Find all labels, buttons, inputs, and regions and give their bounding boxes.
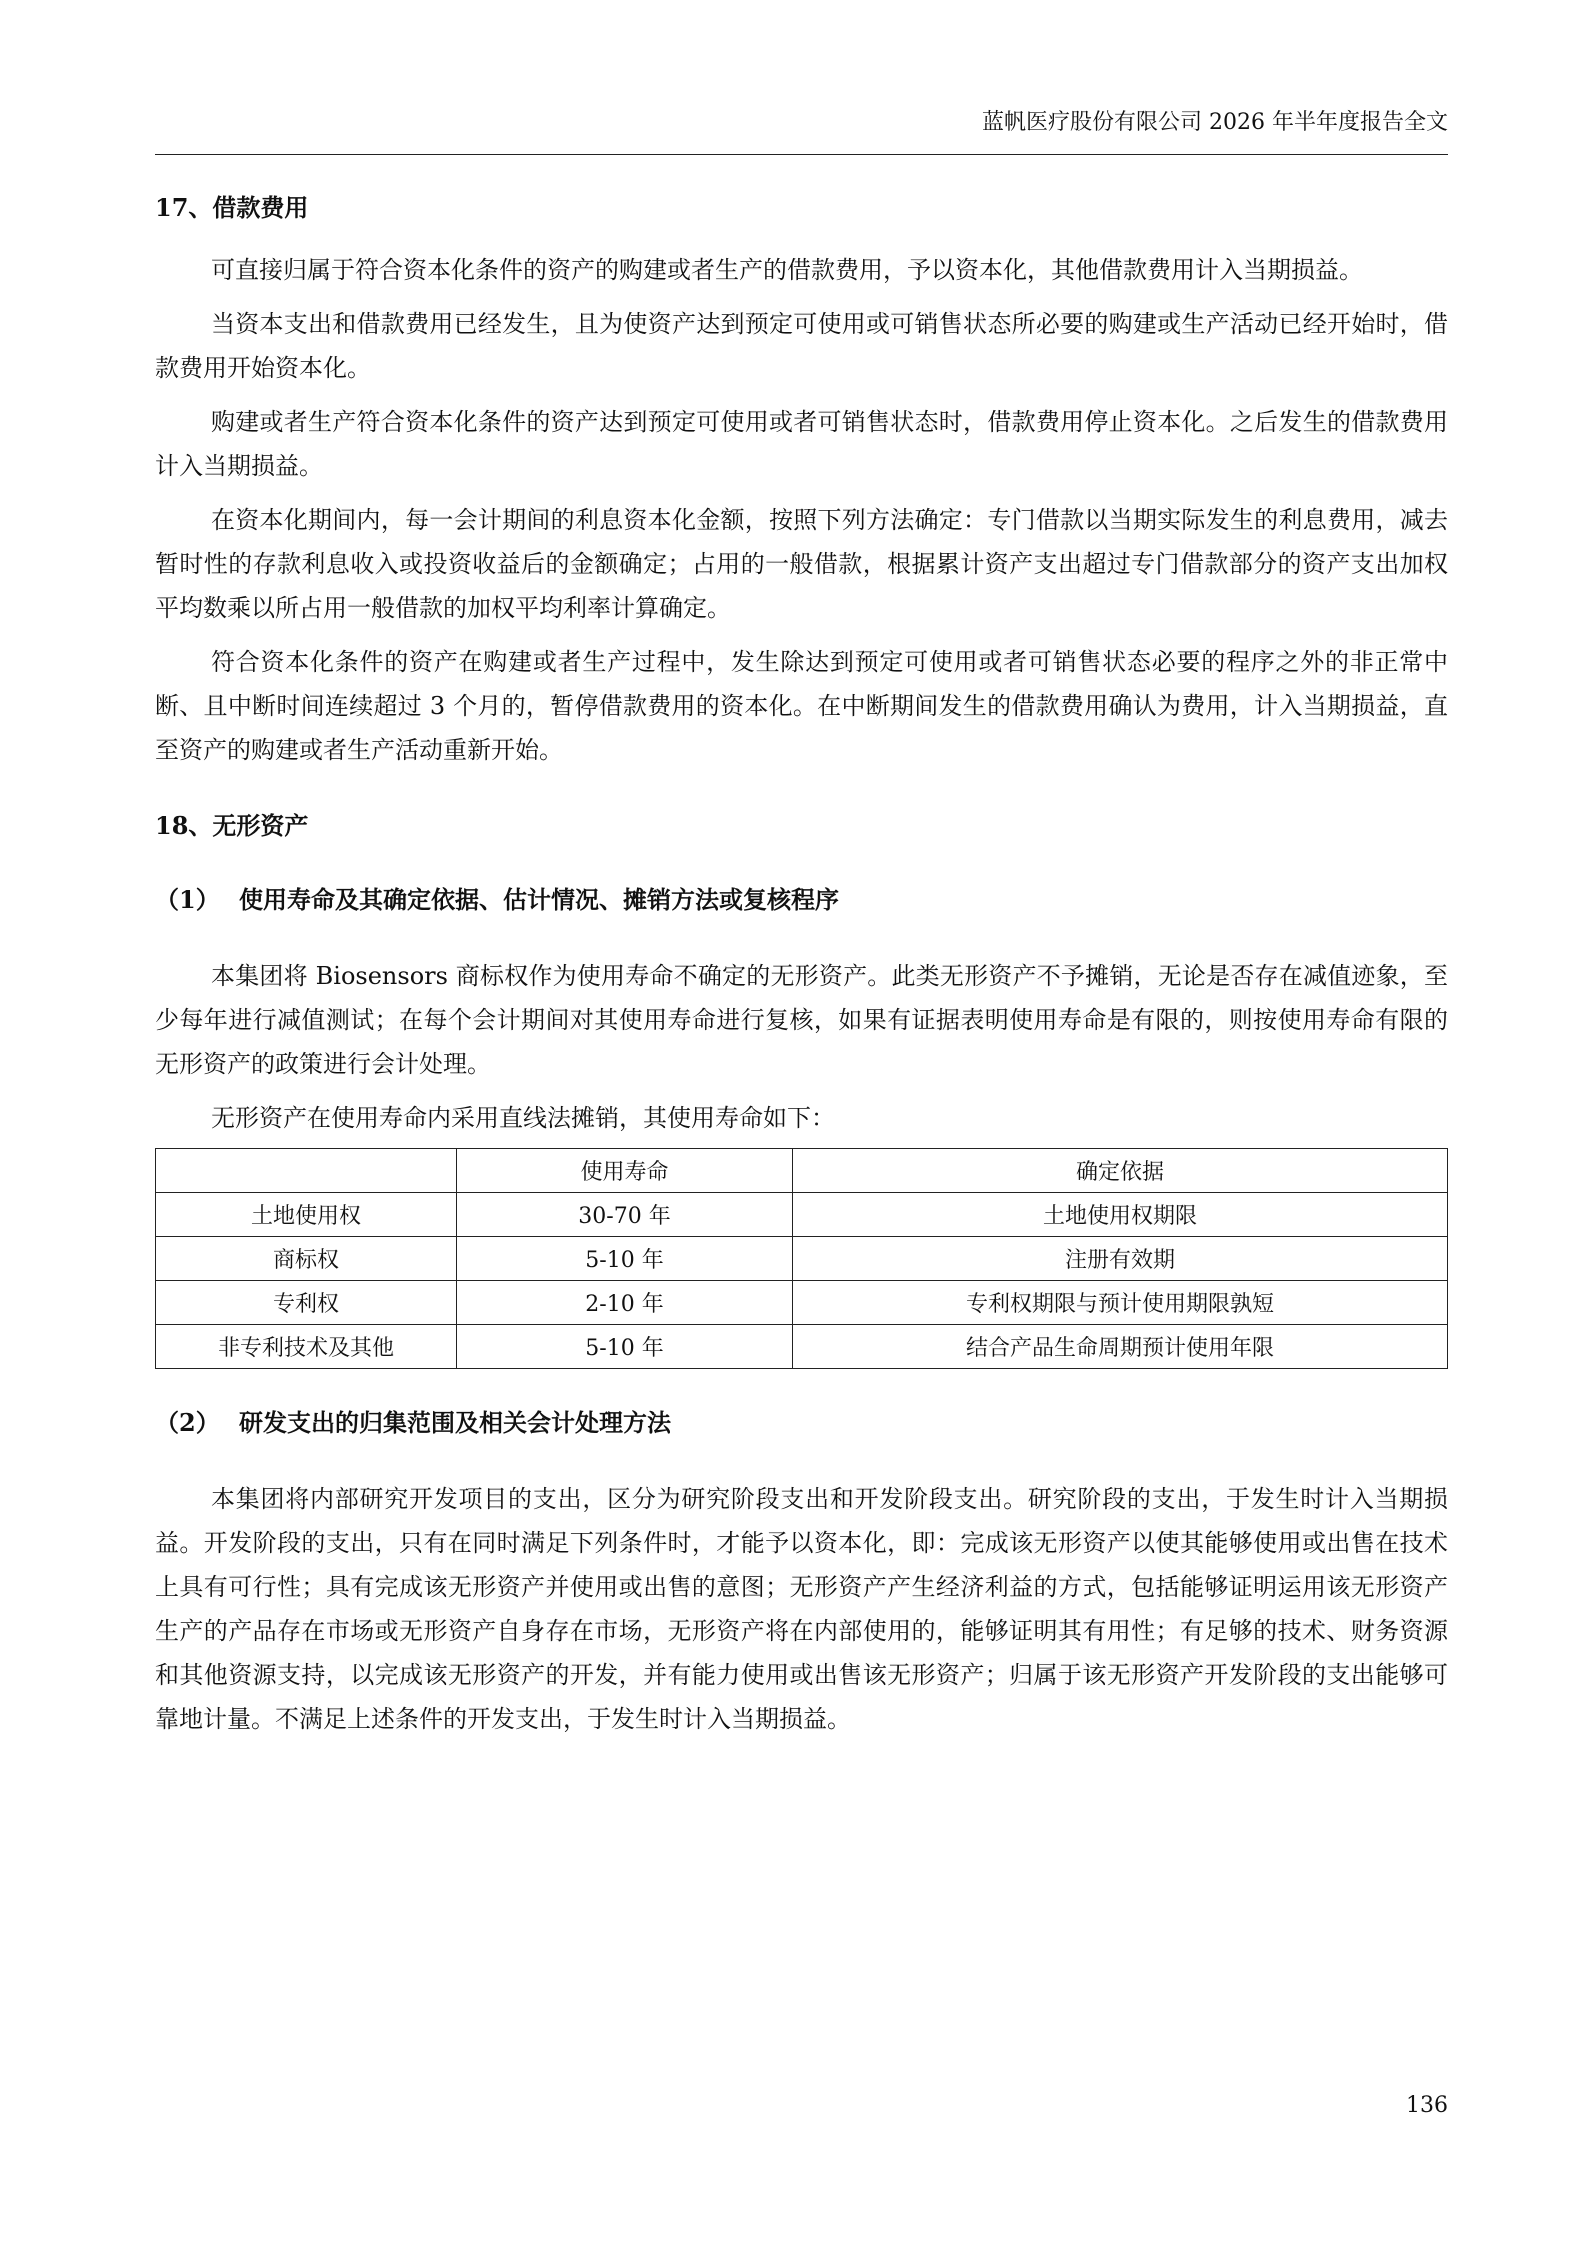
- table-cell: 土地使用权期限: [793, 1193, 1448, 1237]
- useful-life-table: [155, 1148, 1448, 1369]
- paragraph: 本集团将 Biosensors 商标权作为使用寿命不确定的无形资产。此类无形资产不予摊销，无论是否存在减值迹象，至少每年进行减值测试；在每个会计期间对其使用寿命进行复核，如果有证据表明使用寿命是有限的，则按使用寿命有限的无形资产的政策进行会计处理。: [155, 962, 1448, 1078]
- subsection-number: （1）: [155, 885, 220, 914]
- paragraph: 本集团将内部研究开发项目的支出，区分为研究阶段支出和开发阶段支出。研究阶段的支出，于发生时计入当期损益。开发阶段的支出，只有在同时满足下列条件时，才能予以资本化，即：完成该无形资产以使其能够使用或出售在技术上具有可行性；具有完成该无形资产并使用或出售的意图；无形资产产生经济利益的方式，包括能够证明运用该无形资产生产的产品存在市场或无形资产自身存在市场，无形资产将在内部使用的，能够证明其有用性；有足够的技术、财务资源和其他资源支持，以完成该无形资产的开发，并有能力使用或出售该无形资产；归属于该无形资产开发阶段的支出能够可靠地计量。不满足上述条件的开发支出，于发生时计入当期损益。: [155, 1485, 1448, 1733]
- subsection-title: 使用寿命及其确定依据、估计情况、摊销方法或复核程序: [239, 885, 839, 914]
- table-cell: 2-10 年: [457, 1281, 793, 1325]
- table-header-row: [156, 1149, 1448, 1193]
- paragraph: 可直接归属于符合资本化条件的资产的购建或者生产的借款费用，予以资本化，其他借款费用计入当期损益。: [211, 256, 1363, 284]
- table-row: [156, 1325, 1448, 1369]
- running-header: 蓝帆医疗股份有限公司 2026 年半年度报告全文: [982, 110, 1448, 135]
- subsection-heading-1: [155, 880, 1448, 920]
- paragraph: 无形资产在使用寿命内采用直线法摊销，其使用寿命如下：: [211, 1104, 835, 1132]
- paragraph: 购建或者生产符合资本化条件的资产达到预定可使用或者可销售状态时，借款费用停止资本化。之后发生的借款费用计入当期损益。: [155, 408, 1448, 480]
- table-cell: 结合产品生命周期预计使用年限: [793, 1325, 1448, 1369]
- table-cell: 专利权: [156, 1281, 457, 1325]
- table-row: [156, 1193, 1448, 1237]
- table-cell: 5-10 年: [457, 1325, 793, 1369]
- table-cell: 5-10 年: [457, 1237, 793, 1281]
- page-body: [155, 188, 1448, 1741]
- section-heading-18: 18、无形资产: [155, 811, 309, 840]
- header-divider: [155, 154, 1448, 155]
- table-cell: 商标权: [156, 1237, 457, 1281]
- subsection-number: （2）: [155, 1408, 220, 1437]
- page-number: 136: [1406, 2093, 1448, 2118]
- subsection-heading-2: [155, 1403, 1448, 1443]
- paragraph: 符合资本化条件的资产在购建或者生产过程中，发生除达到预定可使用或者可销售状态必要的程序之外的非正常中断、且中断时间连续超过 3 个月的，暂停借款费用的资本化。在中断期间发生的借款费用确认为费用，计入当期损益，直至资产的购建或者生产活动重新开始。: [155, 648, 1448, 764]
- table-row: [156, 1281, 1448, 1325]
- subsection-title: 研发支出的归集范围及相关会计处理方法: [239, 1408, 671, 1437]
- table-header-cell: [156, 1149, 457, 1193]
- section-heading-17: 17、借款费用: [155, 193, 309, 222]
- paragraph: 在资本化期间内，每一会计期间的利息资本化金额，按照下列方法确定：专门借款以当期实际发生的利息费用，减去暂时性的存款利息收入或投资收益后的金额确定；占用的一般借款，根据累计资产支出超过专门借款部分的资产支出加权平均数乘以所占用一般借款的加权平均利率计算确定。: [155, 506, 1448, 622]
- table-header-cell: 确定依据: [793, 1149, 1448, 1193]
- table-header-cell: 使用寿命: [457, 1149, 793, 1193]
- paragraph: 当资本支出和借款费用已经发生，且为使资产达到预定可使用或可销售状态所必要的购建或生产活动已经开始时，借款费用开始资本化。: [155, 310, 1448, 382]
- table-cell: 土地使用权: [156, 1193, 457, 1237]
- table-cell: 非专利技术及其他: [156, 1325, 457, 1369]
- table-cell: 专利权期限与预计使用期限孰短: [793, 1281, 1448, 1325]
- table-cell: 30-70 年: [457, 1193, 793, 1237]
- table-row: [156, 1237, 1448, 1281]
- table-cell: 注册有效期: [793, 1237, 1448, 1281]
